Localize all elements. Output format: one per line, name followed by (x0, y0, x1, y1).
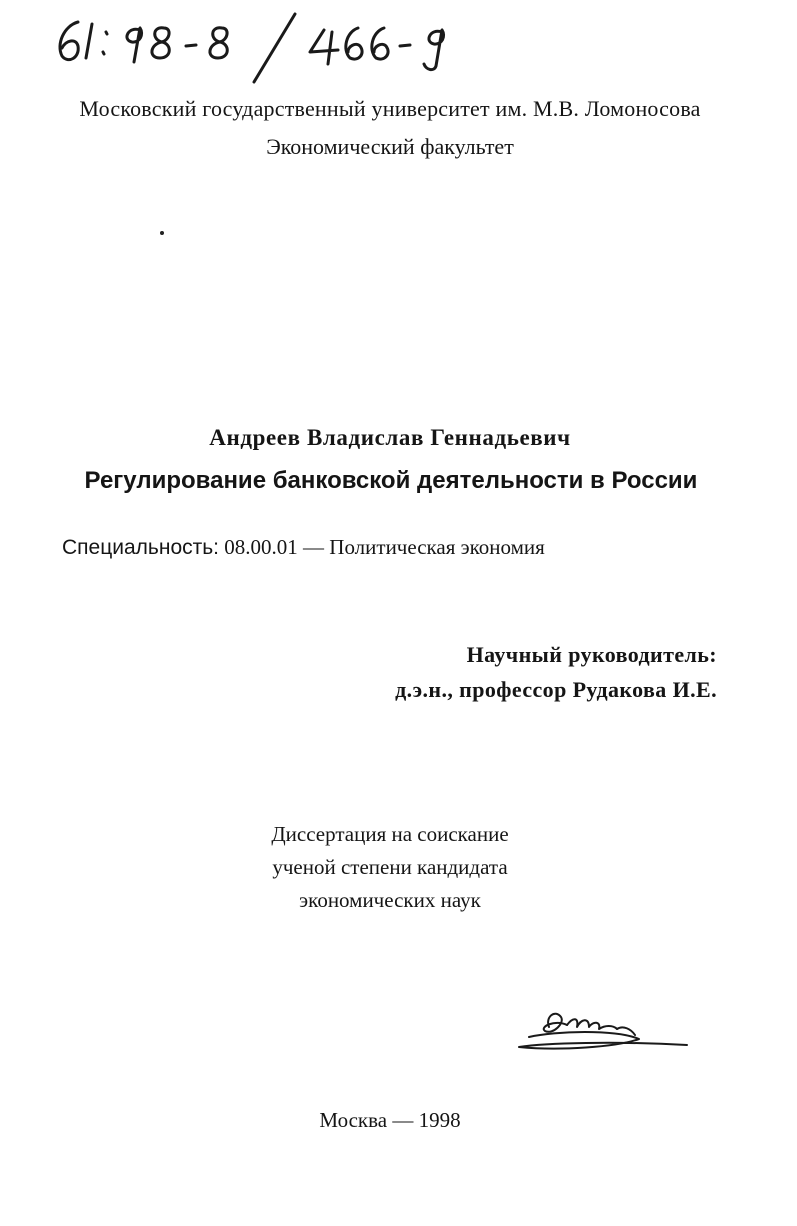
specialty-label: Специальность: (62, 536, 220, 559)
specialty-line (62, 535, 545, 560)
dissertation-note (200, 818, 580, 917)
faculty-name: Экономический факультет (266, 134, 514, 159)
supervisor-label: Научный руководитель: (466, 642, 717, 667)
city-year: Москва — 1998 (319, 1108, 461, 1132)
supervisor-name: д.э.н., профессор Рудакова И.Е. (395, 677, 717, 702)
handwritten-archive-code (40, 0, 460, 100)
signature (505, 995, 695, 1065)
specialty-value: 08.00.01 — Политическая экономия (224, 535, 545, 559)
dissertation-note-line: ученой степени кандидата (272, 855, 508, 879)
author-name: Андреев Владислав Геннадьевич (209, 425, 571, 450)
dissertation-note-line: экономических наук (299, 888, 481, 912)
university-name: Московский государственный университет им. М.В. Ломоносова (79, 96, 701, 121)
dissertation-title: Регулирование банковской деятельности в России (84, 467, 698, 494)
scan-speck (160, 231, 164, 235)
dissertation-note-line: Диссертация на соискание (271, 822, 509, 846)
